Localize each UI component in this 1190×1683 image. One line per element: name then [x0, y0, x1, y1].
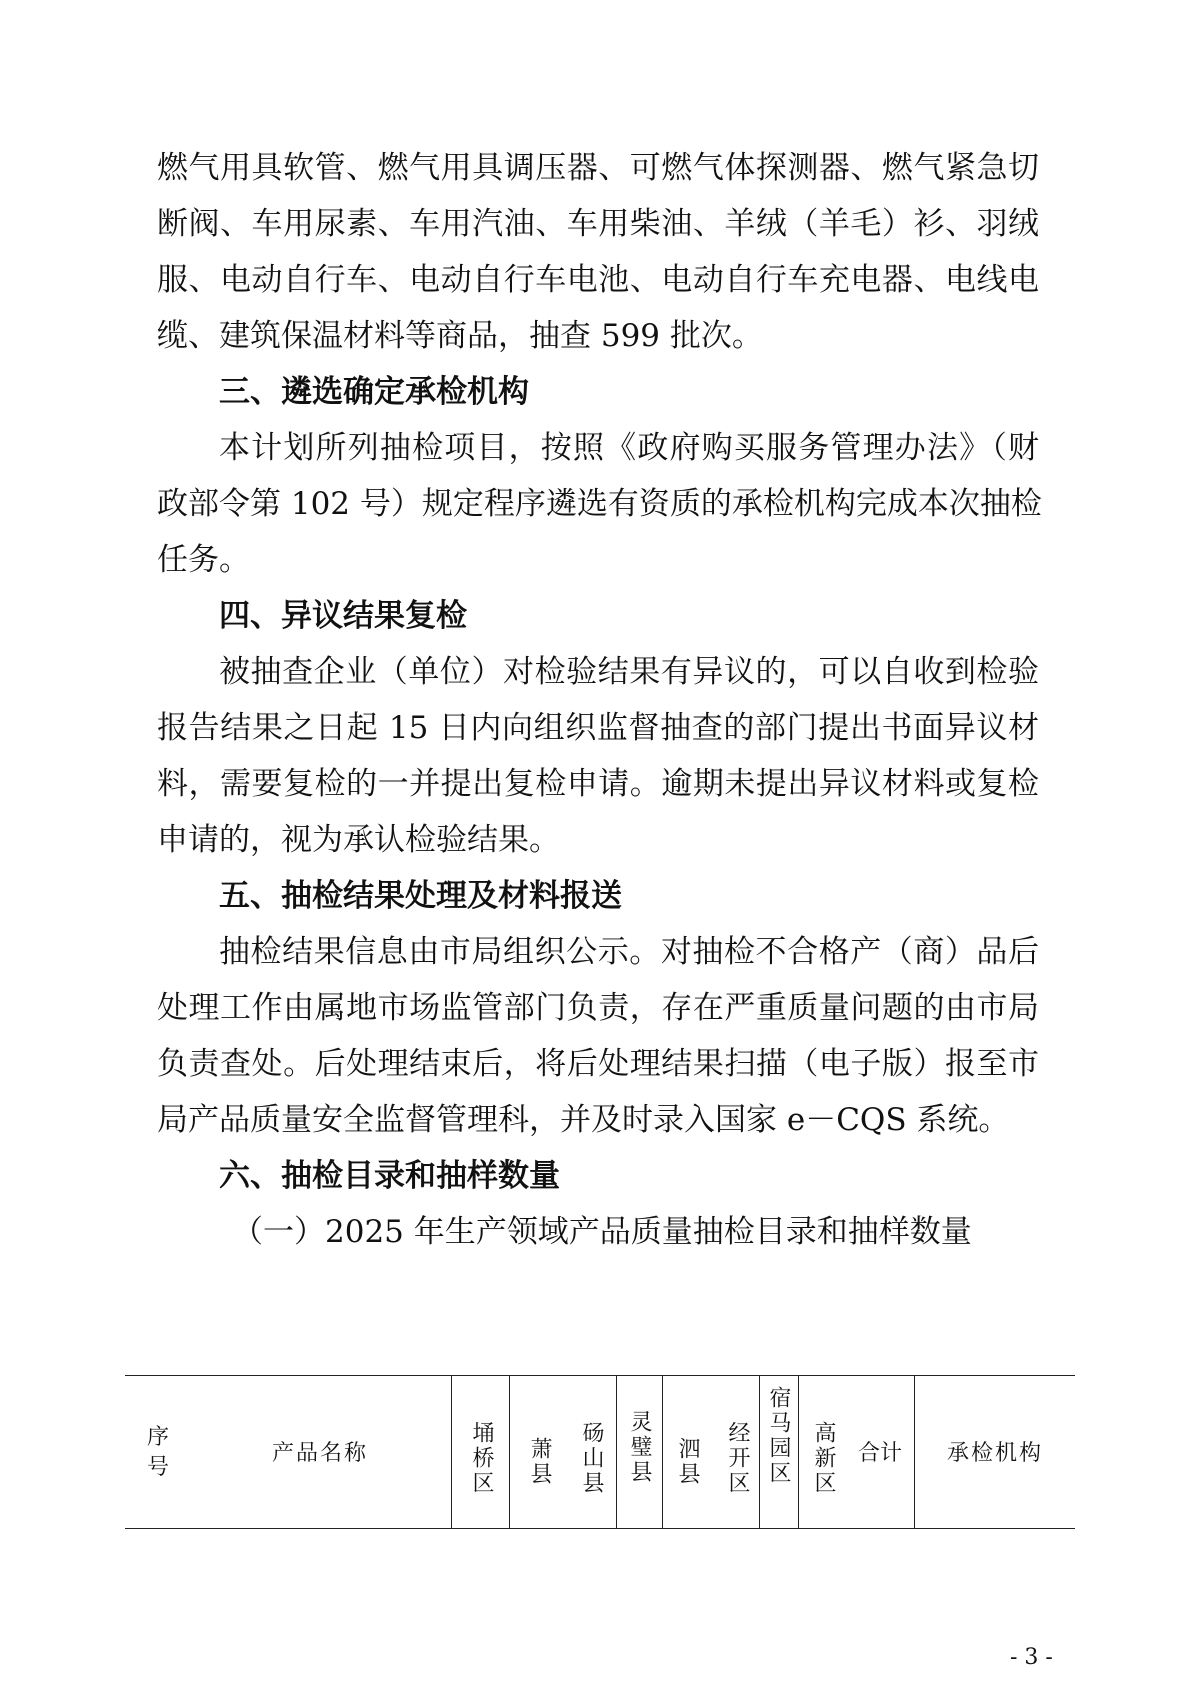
paragraph-line: 被抽查企业（单位）对检验结果有异议的，可以自收到检验: [219, 654, 1039, 690]
column-divider: [662, 1375, 663, 1528]
th-seq: 序号: [146, 1425, 169, 1480]
th-jingkai: 经开区: [725, 1421, 750, 1496]
paragraph-line: 料，需要复检的一并提出复检申请。逾期未提出异议材料或复检: [157, 766, 1039, 802]
th-suma: 宿马园区: [766, 1386, 791, 1486]
th-total: 合计: [857, 1441, 902, 1466]
section-heading-6: 六、抽检目录和抽样数量: [219, 1158, 560, 1194]
th-sixian: 泗县: [675, 1437, 700, 1487]
th-xiaoxian: 萧县: [527, 1437, 552, 1487]
paragraph-line: 任务。: [157, 542, 250, 578]
page-number: - 3 -: [1010, 1645, 1053, 1670]
th-lingbi: 灵璧县: [627, 1410, 652, 1485]
column-divider: [451, 1375, 452, 1528]
paragraph-line: 断阀、车用尿素、车用汽油、车用柴油、羊绒（羊毛）衫、羽绒: [157, 206, 1039, 242]
th-yongqiao: 埇桥区: [469, 1421, 494, 1496]
paragraph-line: 局产品质量安全监督管理科，并及时录入国家 e－CQS 系统。: [157, 1102, 1010, 1138]
section-heading-5: 五、抽检结果处理及材料报送: [219, 878, 622, 914]
th-gaoxin: 高新区: [811, 1421, 836, 1496]
paragraph-line: 负责查处。后处理结束后，将后处理结果扫描（电子版）报至市: [157, 1046, 1039, 1082]
column-divider: [616, 1375, 617, 1528]
paragraph-line: 报告结果之日起 15 日内向组织监督抽查的部门提出书面异议材: [157, 710, 1039, 746]
paragraph-line: 缆、建筑保温材料等商品，抽查 599 批次。: [157, 318, 763, 354]
paragraph-line: 抽检结果信息由市局组织公示。对抽检不合格产（商）品后: [219, 934, 1039, 970]
paragraph-line: 服、电动自行车、电动自行车电池、电动自行车充电器、电线电: [157, 262, 1039, 298]
th-dangshan: 砀山县: [579, 1421, 604, 1496]
paragraph-line: 燃气用具软管、燃气用具调压器、可燃气体探测器、燃气紧急切: [157, 150, 1039, 186]
column-divider: [914, 1375, 915, 1528]
section-heading-4: 四、异议结果复检: [219, 598, 467, 634]
th-agency: 承检机构: [946, 1441, 1043, 1466]
column-divider: [759, 1375, 760, 1528]
table-caption: （一）2025 年生产领域产品质量抽检目录和抽样数量: [232, 1214, 972, 1250]
th-product-name: 产品名称: [271, 1441, 368, 1466]
paragraph-line: 处理工作由属地市场监管部门负责，存在严重质量问题的由市局: [157, 990, 1039, 1026]
paragraph-line: 本计划所列抽检项目，按照《政府购买服务管理办法》（财: [219, 430, 1039, 466]
paragraph-line: 申请的，视为承认检验结果。: [157, 822, 560, 858]
paragraph-line: 政部令第 102 号）规定程序遴选有资质的承检机构完成本次抽检: [157, 486, 1042, 522]
section-heading-3: 三、遴选确定承检机构: [219, 374, 529, 410]
column-divider: [509, 1375, 510, 1528]
column-divider: [798, 1375, 799, 1528]
